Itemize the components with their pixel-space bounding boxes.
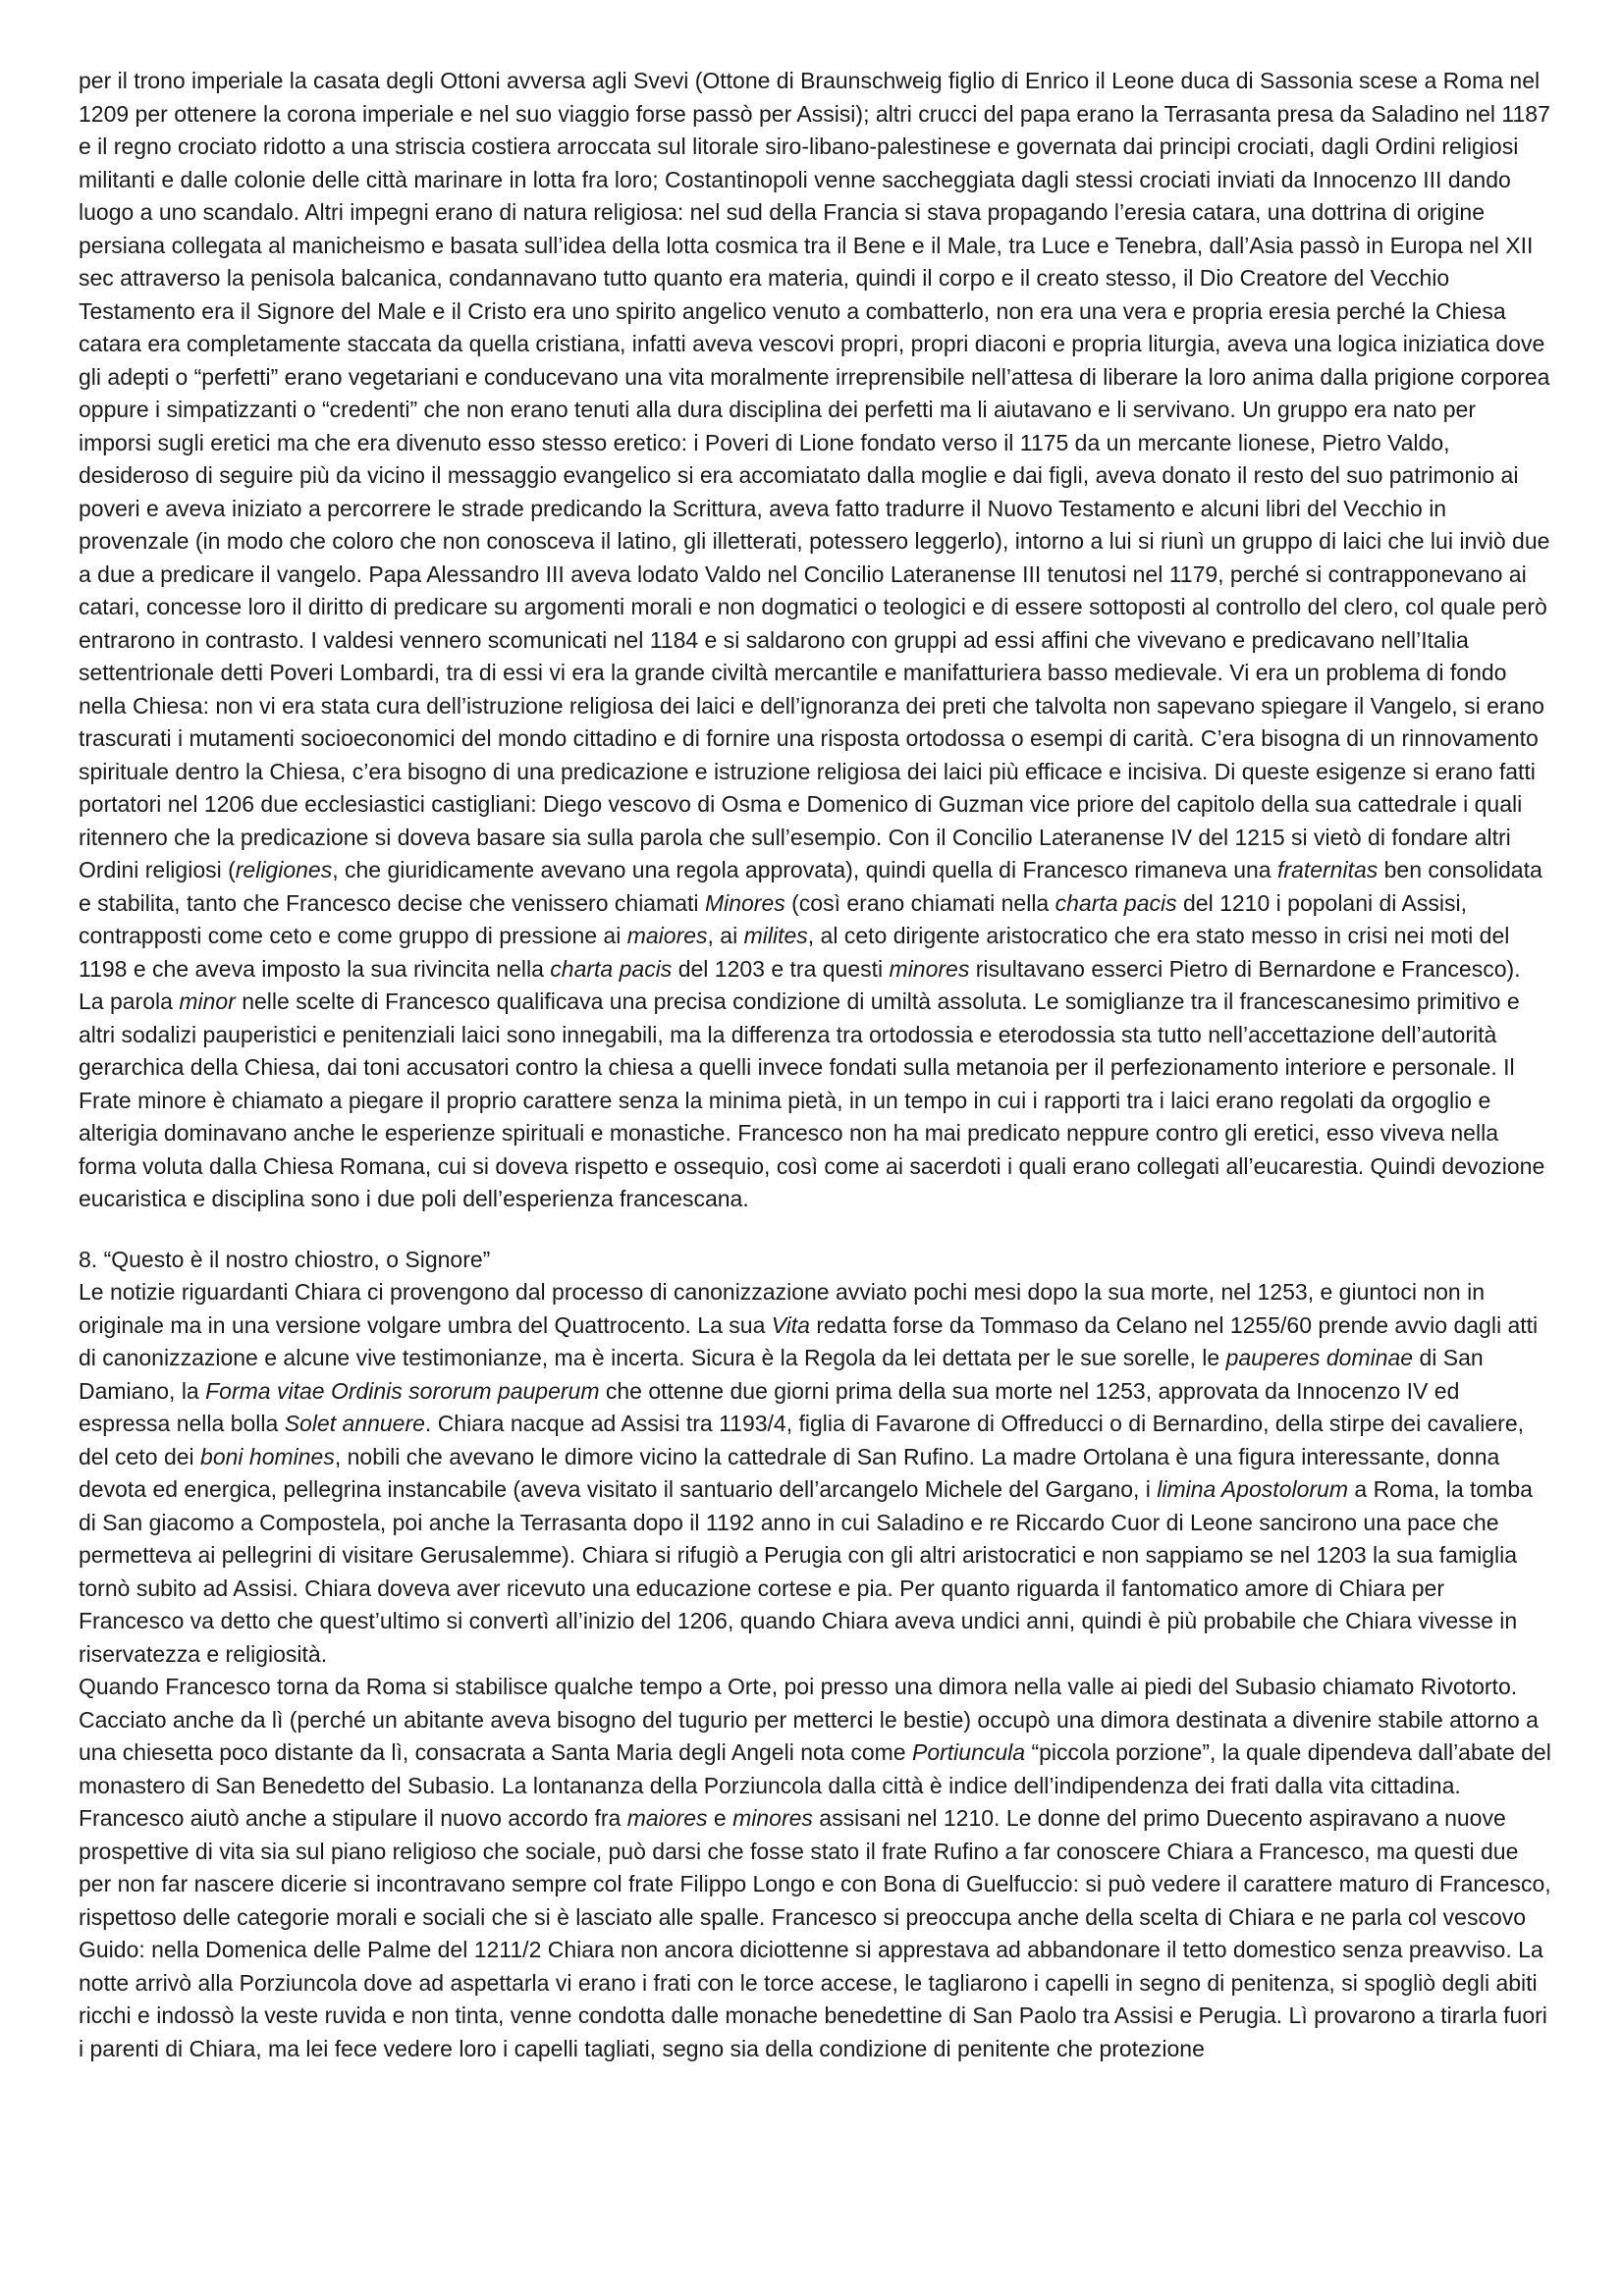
text-run: . Chiara nacque ad Assisi tra 1193/4, figlia di Favarone di Offreducci o di Bernardino, della stirpe dei cavaliere, del ceto dei: [79, 1411, 1525, 1469]
text-run: , ai: [707, 923, 744, 948]
italic-term: maiores: [626, 1805, 708, 1831]
text-run: , che giuridicamente avevano una regola approvata), quindi quella di Francesco rimaneva una: [332, 857, 1277, 882]
text-run: del 1203 e tra questi: [672, 955, 890, 982]
text-run: 8. “Questo è il nostro chiostro, o Signore”: [79, 1246, 491, 1272]
text-run: del 1210 i popolani di Assisi, contrapposti come ceto e come gruppo di pressione ai: [79, 889, 1467, 948]
italic-term: minores: [732, 1805, 813, 1831]
text-run: (così erano chiamati nella: [784, 889, 1055, 916]
text-run: redatta forse da Tommaso da Celano nel 1255/60 prende avvio dagli atti di canonizzazione e alcune vive testimonianze, ma è incerta. Sicura è la Regola da lei dettata per le sue sorelle, le: [79, 1311, 1539, 1370]
text-run: risultavano esserci Pietro di Bernardone e Francesco). La parola: [79, 955, 1521, 1014]
italic-term: maiores: [626, 923, 708, 948]
italic-term: milites: [743, 923, 808, 948]
text-run: assisani nel 1210. Le donne del primo Duecento aspiravano a nuove prospettive di vita sia sul piano religioso che sociale, può darsi che fosse stato il frate Rufino a far conoscere Chiara a Francesco, ma questi due per non far nascere dicerie si incontravano sempre col frate Filippo Longo e con Bona di Guelfuccio: si può vedere il carattere maturo di Francesco, rispettoso delle categorie morali e sociali che si è lasciato alle spalle. Francesco si preoccupa anche della scelta di Chiara e ne parla col vescovo Guido: nella Domenica delle Palme del 1211/2 Chiara non ancora diciottenne si apprestava ad abbandonare il tetto domestico senza preavviso. La notte arrivò alla Porziuncola dove ad aspettarla vi erano i frati con le torce accese, le tagliarono i capelli in segno di penitenza, si spogliò degli abiti ricchi e indossò la veste ruvida e non tinta, venne condotta dalle monache benedettine di San Paolo tra Assisi e Perugia. Lì provarono a tirarla fuori i parenti di Chiara, ma lei fece vedere loro i capelli tagliati, segno sia della condizione di penitente che protezione: [79, 1805, 1551, 2061]
text-run: , al ceto dirigente aristocratico che era stato messo in crisi nei moti del 1198 e che aveva imposto la sua rivincita nella: [79, 923, 1510, 982]
italic-term: Portiuncula: [911, 1739, 1026, 1765]
paragraph-historical-context: [79, 65, 1551, 1216]
text-run: Le notizie riguardanti Chiara ci provengono dal processo di canonizzazione avviato pochi mesi dopo la sua morte, nel 1253, e giuntoci non in originale ma in una versione volgare umbra del Quattrocento. La sua: [79, 1279, 1485, 1338]
text-run: nelle scelte di Francesco qualificava una precisa condizione di umiltà assoluta. Le somiglianze tra il francescanesimo primitivo e altri sodalizi pauperistici e penitenziali laici sono innegabili, ma la differenza tra ortodossia e eterodossia sta tutto nell’accettazione dell’autorità gerarchica della Chiesa, dai toni accusatori contro la chiesa a quelli invece fondati sulla metanoia per il perfezionamento interiore e personale. Il Frate minore è chiamato a piegare il proprio carattere senza la minima pietà, in un tempo in cui i rapporti tra i laici erano regolati da orgoglio e alterigia dominavano anche le esperienze spirituali e monastiche. Francesco non ha mai predicato neppure contro gli eretici, esso viveva nella forma voluta dalla Chiesa Romana, cui si doveva rispetto e ossequio, così come ai sacerdoti i quali erano collegati all’eucarestia. Quindi devozione eucaristica e disciplina sono i due poli dell’esperienza francescana.: [79, 988, 1545, 1211]
text-run: per il trono imperiale la casata degli Ottoni avversa agli Svevi (Ottone di Braunschweig figlio di Enrico il Leone duca di Sassonia scese a Roma nel 1209 per ottenere la corona imperiale e nel suo viaggio forse passò per Assisi); altri crucci del papa erano la Terrasanta presa da Saladino nel 1187 e il regno crociato ridotto a una striscia costiera arroccata sul litorale siro-libano-palestinese e governata dai principi crociati, dagli Ordini religiosi militanti e dalle colonie delle città marinare in lotta fra loro; Costantinopoli venne saccheggiata dagli stessi crociati inviati da Innocenzo III dando luogo a uno scandalo. Altri impegni erano di natura religiosa: nel sud della Francia si stava propagando l’eresia catara, una dottrina di origine persiana collegata al manicheismo e basata sull’idea della lotta cosmica tra il Bene e il Male, tra Luce e Tenebra, dall’Asia passò in Europa nel XII sec attraverso la penisola balcanica, condannavano tutto quanto era materia, quindi il corpo e il creato stesso, il Dio Creatore del Vecchio Testamento era il Signore del Male e il Cristo era uno spirito angelico venuto a combatterlo, non era una vera e propria eresia perché la Chiesa catara era completamente staccata da quella cristiana, infatti aveva vescovi propri, propri diaconi e propria liturgia, aveva una logica iniziatica dove gli adepti o “perfetti” erano vegetariani e conducevano una vita moralmente irreprensibile nell’attesa di liberare la loro anima dalla prigione corporea oppure i simpatizzanti o “credenti” che non erano tenuti alla dura disciplina dei perfetti ma li aiutavano e li servivano. Un gruppo era nato per imporsi sugli eretici ma che era divenuto esso stesso eretico: i Poveri di Lione fondato verso il 1175 da un mercante lionese, Pietro Valdo, desideroso di seguire più da vicino il messaggio evangelico si era accomiatato dalla moglie e dai figli, aveva donato il resto del suo patrimonio ai poveri e aveva iniziato a percorrere le strade predicando la Scrittura, aveva fatto tradurre il Nuovo Testamento e alcuni libri del Vecchio in provenzale (in modo che coloro che non conosceva il latino, gli illetterati, potessero leggerlo), intorno a lui si riunì un gruppo di laici che lui inviò due a due a predicare il vangelo. Papa Alessandro III aveva lodato Valdo nel Concilio Lateranense III tenutosi nel 1179, perché si contrapponevano ai catari, concesse loro il diritto di predicare su argomenti morali e non dogmatici o teologici e di essere sottoposti al controllo del clero, col quale però entrarono in contrasto. I valdesi vennero scomunicati nel 1184 e si saldarono con gruppi ad essi affini che vivevano e predicavano nell’Italia settentrionale detti Poveri Lombardi, tra di essi vi era la grande civiltà mercantile e manifatturiera basso medievale. Vi era un problema di fondo nella Chiesa: non vi era stata cura dell’istruzione religiosa dei laici e dell’ignoranza dei preti che talvolta non sapevano spiegare il Vangelo, si erano trascurati i mutamenti socioeconomici del mondo cittadino e di fornire una risposta ortodossa o esempi di carità. C’era bisogna di un rinnovamento spirituale dentro la Chiesa, c’era bisogno di una predicazione e istruzione religiosa dei laici più efficace e incisiva. Di queste esigenze si erano fatti portatori nel 1206 due ecclesiastici castigliani: Diego vescovo di Osma e Domenico di Guzman vice priore del capitolo della sua cattedrale i quali ritennero che la predicazione si doveva basare sia sulla parola che sull’esempio. Con il Concilio Lateranense IV del 1215 si vietò di fondare altri Ordini religiosi (: [79, 68, 1550, 882]
text-run: che ottenne due giorni prima della sua morte nel 1253, approvata da Innocenzo IV ed espressa nella bolla: [79, 1377, 1460, 1436]
italic-term: religiones: [235, 857, 333, 882]
document-page: [79, 65, 1551, 2065]
italic-term: charta pacis: [550, 955, 673, 982]
section-heading: [79, 1244, 1551, 1277]
italic-term: limina Apostolorum: [1157, 1476, 1348, 1502]
italic-term: boni homines: [200, 1443, 335, 1469]
text-run: di San Damiano, la: [79, 1345, 1484, 1404]
paragraph-chiara-sources: [79, 1276, 1551, 1671]
text-run: ben consolidata e stabilita, tanto che Francesco decise che venissero chiamati: [79, 857, 1542, 916]
text-run: , nobili che avevano le dimore vicino la cattedrale di San Rufino. La madre Ortolana è una figura interessante, donna devota ed energica, pellegrina instancabile (aveva visitato il santuario dell’arcangelo Michele del Gargano, i: [79, 1443, 1500, 1502]
text-run: “piccola porzione”, la quale dipendeva dall’abate del monastero di San Benedetto del Subasio. La lontananza della Porziuncola dalla città è indice dell’indipendenza dei frati dalla vita cittadina. Francesco aiutò anche a stipulare il nuovo accordo fra: [79, 1739, 1551, 1831]
italic-term: fraternitas: [1276, 857, 1379, 882]
paragraph-gap: [79, 1216, 1551, 1244]
italic-term: pauperes dominae: [1225, 1345, 1414, 1370]
italic-term: Minores: [704, 889, 785, 916]
italic-term: minores: [889, 955, 970, 982]
text-run: a Roma, la tomba di San giacomo a Compostela, poi anche la Terrasanta dopo il 1192 anno in cui Saladino e re Riccardo Cuor di Leone sancirono una pace che permetteva ai pellegrini di visitare Gerusalemme). Chiara si rifugiò a Perugia con gli altri aristocratici e non sappiamo se nel 1203 la sua famiglia tornò subito ad Assisi. Chiara doveva aver ricevuto una educazione cortese e pia. Per quanto riguarda il fantomatico amore di Chiara per Francesco va detto che quest’ultimo si convertì all’inizio del 1206, quando Chiara aveva undici anni, quindi è più probabile che Chiara vivesse in riservatezza e religiosità.: [79, 1476, 1533, 1667]
italic-term: minor: [179, 988, 236, 1014]
italic-term: Solet annuere: [284, 1411, 425, 1436]
paragraph-porziuncola: [79, 1671, 1551, 2065]
italic-term: Vita: [771, 1311, 810, 1338]
text-run: Quando Francesco torna da Roma si stabilisce qualche tempo a Orte, poi presso una dimora nella valle ai piedi del Subasio chiamato Rivotorto. Cacciato anche da lì (perché un abitante aveva bisogno del tugurio per metterci le bestie) occupò una dimora destinata a divenire stabile attorno a una chiesetta poco distante da lì, consacrata a Santa Maria degli Angeli nota come: [79, 1674, 1539, 1765]
italic-term: charta pacis: [1055, 889, 1177, 916]
italic-term: Forma vitae Ordinis sororum pauperum: [205, 1377, 600, 1404]
text-run: e: [707, 1805, 733, 1831]
